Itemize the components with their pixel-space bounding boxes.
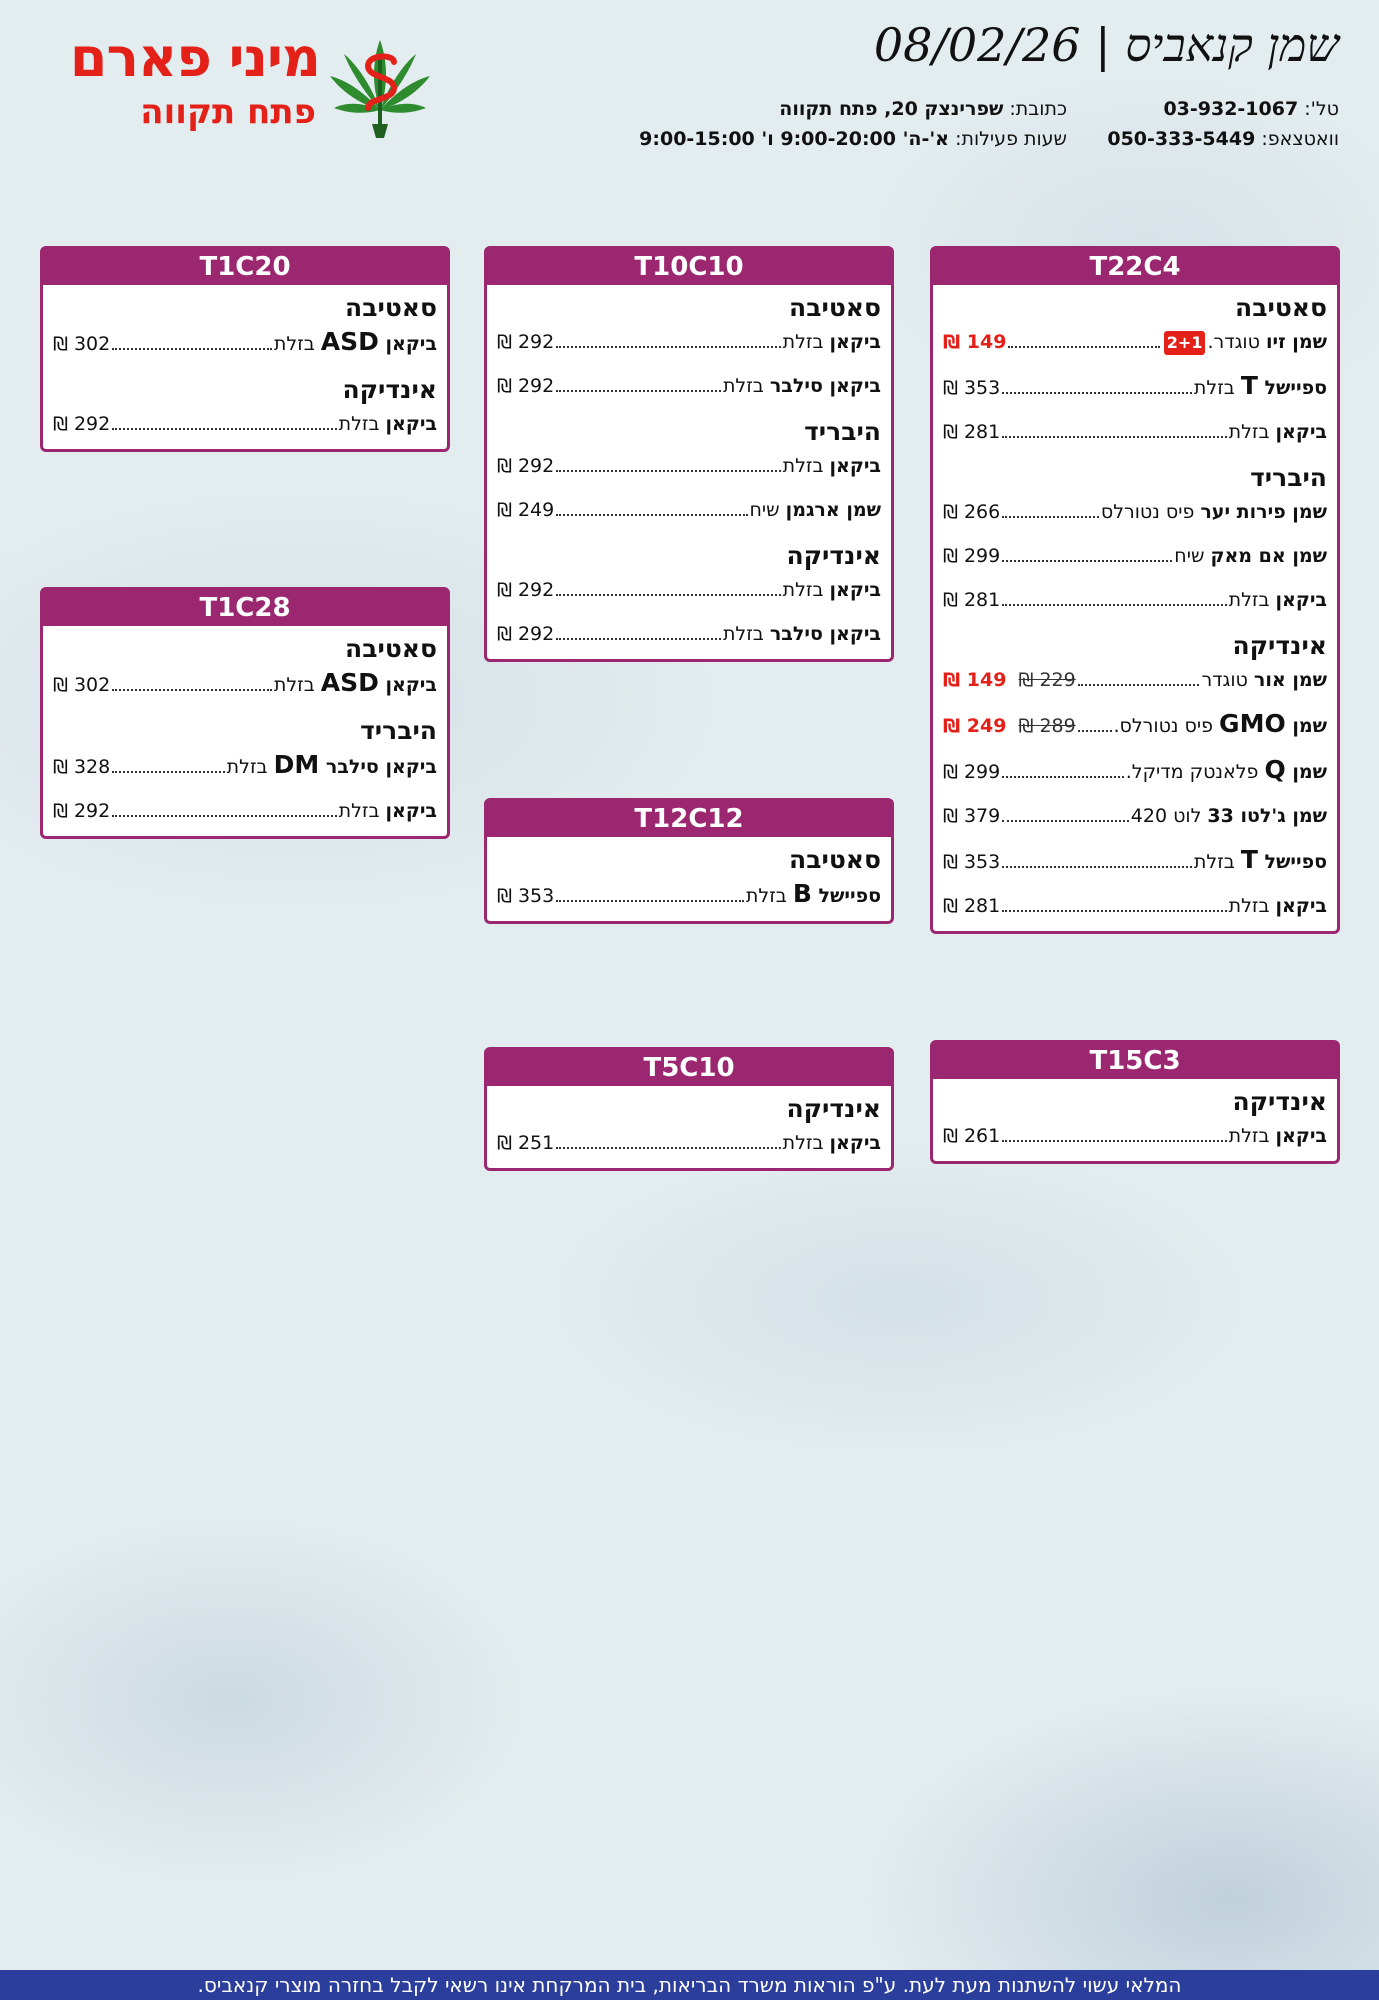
product-name: ביקאן בזלת [338, 800, 437, 822]
product-price: ₪ 292 [497, 375, 555, 397]
product-name: שמן GMO פיס נטורלס. [1113, 709, 1327, 738]
leader-dots [556, 346, 780, 348]
product-row [943, 847, 1327, 875]
product-price: ₪ 149 [943, 331, 1007, 353]
product-row [943, 757, 1327, 785]
card-t10c10 [484, 246, 894, 662]
product-row [497, 453, 881, 479]
whatsapp-line [1107, 128, 1339, 150]
product-price: ₪ 292 [497, 579, 555, 601]
product-name: שמן אם מאק שיח [1174, 545, 1327, 567]
category-indica: אינדיקה [1232, 631, 1327, 660]
product-name: שמן ארגמן שיח [749, 499, 881, 521]
product-price: ₪ 266 [943, 501, 1001, 523]
card-title: T15C3 [933, 1043, 1337, 1079]
product-row [497, 1130, 881, 1156]
product-row [53, 329, 437, 357]
card-title: T1C20 [43, 249, 447, 285]
product-price: ₪ 299 [943, 761, 1001, 783]
category-hybrid: היבריד [804, 417, 881, 446]
hours-line [639, 128, 1067, 150]
product-name: שמן פירות יער פיס נטורלס [1100, 501, 1327, 523]
logo-title: מיני פארם [69, 26, 320, 89]
leader-dots [1002, 866, 1192, 868]
card-t22c4 [930, 246, 1340, 934]
product-name: ספיישל T בזלת [1193, 371, 1327, 400]
address-line [779, 98, 1067, 120]
product-row [943, 373, 1327, 401]
product-row [497, 497, 881, 523]
sale-price: ₪ 149 [943, 669, 1007, 691]
category-sativa: סאטיבה [345, 293, 437, 322]
product-price: ₪ 249 [497, 499, 555, 521]
leader-dots [112, 689, 272, 691]
product-row [943, 1123, 1327, 1149]
leader-dots [556, 638, 721, 640]
card-title: T5C10 [487, 1050, 891, 1086]
sale-price: ₪ 249 [943, 715, 1007, 737]
product-row [53, 752, 437, 780]
product-price: ₪ 292 [53, 413, 111, 435]
leader-dots [1078, 684, 1200, 686]
leader-dots [1078, 730, 1112, 732]
product-name: ביקאן סילבר בזלת [722, 623, 881, 645]
leader-dots [556, 1147, 780, 1149]
category-hybrid: היבריד [360, 716, 437, 745]
leader-dots [1002, 560, 1172, 562]
product-row [943, 419, 1327, 445]
product-price: ₪ 281 [943, 421, 1001, 443]
logo-subtitle: פתח תקווה [140, 92, 316, 132]
leader-dots [1008, 346, 1159, 348]
product-name: ביקאן בזלת [782, 1132, 881, 1154]
leader-dots [1002, 910, 1226, 912]
category-indica: אינדיקה [1232, 1087, 1327, 1116]
card-title: T22C4 [933, 249, 1337, 285]
product-name: ביקאן בזלת [338, 413, 437, 435]
product-name: ביקאן סילבר DM בזלת [226, 750, 437, 779]
product-name: שמן Q פלאנטק מדיקל. [1125, 755, 1327, 784]
product-price: ₪ 302 [53, 333, 111, 355]
product-name: ביקאן בזלת [1228, 895, 1327, 917]
product-name: ביקאן בזלת [782, 579, 881, 601]
product-row [943, 667, 1327, 693]
product-price: ₪ 299 [943, 545, 1001, 567]
card-t12c12 [484, 798, 894, 924]
product-price: ₪ 261 [943, 1125, 1001, 1147]
product-price: ₪ 292 [497, 455, 555, 477]
product-name: ביקאן סילבר בזלת [722, 375, 881, 397]
product-price: ₪ 292 [497, 331, 555, 353]
category-indica: אינדיקה [786, 541, 881, 570]
phone-label: טל': [1304, 98, 1339, 120]
leader-dots [1002, 392, 1192, 394]
category-hybrid: היבריד [1250, 463, 1327, 492]
product-name: ביקאן בזלת [1228, 421, 1327, 443]
address-value: שפרינצק 20, פתח תקווה [779, 98, 1004, 120]
product-price [943, 667, 1076, 693]
product-price: ₪ 281 [943, 895, 1001, 917]
product-price: ₪ 251 [497, 1132, 555, 1154]
category-indica: אינדיקה [342, 375, 437, 404]
product-row [943, 893, 1327, 919]
product-row [53, 670, 437, 698]
product-name: ביקאן בזלת [782, 331, 881, 353]
leader-dots [1002, 516, 1099, 518]
product-row [497, 621, 881, 647]
whatsapp-number[interactable]: 050-333-5449 [1107, 128, 1256, 150]
phone-line [1163, 98, 1339, 120]
product-name: שמן ג'לטו 33 לוט 420 [1130, 805, 1327, 827]
product-name: שמן זיו טוגדר.2+1 [1162, 329, 1327, 355]
category-indica: אינדיקה [786, 1094, 881, 1123]
product-price: ₪ 353 [943, 851, 1001, 873]
card-t5c10 [484, 1047, 894, 1171]
product-price: ₪ 353 [943, 377, 1001, 399]
address-label: כתובת: [1009, 98, 1067, 120]
product-price: ₪ 328 [53, 756, 111, 778]
leader-dots [1002, 436, 1226, 438]
page-header [0, 0, 1379, 150]
cannabis-leaf-pharmacy-icon [324, 32, 436, 142]
leader-dots [1002, 776, 1124, 778]
leader-dots [112, 771, 224, 773]
product-row [53, 411, 437, 437]
product-row [497, 881, 881, 909]
leader-dots [556, 514, 747, 516]
leader-dots [556, 390, 721, 392]
product-row [53, 798, 437, 824]
product-price: ₪ 379 [943, 805, 1001, 827]
product-price: ₪ 353 [497, 885, 555, 907]
product-row [943, 803, 1327, 829]
product-name: ביקאן בזלת [1228, 589, 1327, 611]
leader-dots [1002, 820, 1129, 822]
leader-dots [112, 815, 336, 817]
product-price: ₪ 302 [53, 674, 111, 696]
product-name: ביקאן בזלת [1228, 1125, 1327, 1147]
category-sativa: סאטיבה [1235, 293, 1327, 322]
leader-dots [556, 470, 780, 472]
leader-dots [556, 900, 744, 902]
card-t15c3 [930, 1040, 1340, 1164]
promo-badge: 2+1 [1164, 331, 1206, 355]
product-row [943, 711, 1327, 739]
hours-value: א'-ה' 9:00-20:00 ו' 9:00-15:00 [639, 128, 950, 150]
store-logo [40, 22, 450, 142]
product-row [497, 577, 881, 603]
product-name: ספיישל B בזלת [745, 879, 881, 908]
category-sativa: סאטיבה [345, 634, 437, 663]
product-row [943, 587, 1327, 613]
card-t1c20 [40, 246, 450, 452]
whatsapp-label: וואטצאפ: [1261, 128, 1339, 150]
phone-number[interactable]: 03-932-1067 [1163, 98, 1299, 120]
card-t1c28 [40, 587, 450, 839]
leader-dots [556, 594, 780, 596]
product-name: שמן אור טוגדר [1201, 669, 1327, 691]
product-name: ספיישל T בזלת [1193, 845, 1327, 874]
footer-disclaimer: המלאי עשוי להשתנות מעת לעת. ע"פ הוראות משרד הבריאות, בית המרקחת אינו רשאי לקבל בחזרה מוצרי קנאביס. [0, 1970, 1379, 2000]
leader-dots [112, 348, 272, 350]
hours-label: שעות פעילות: [955, 128, 1067, 150]
category-sativa: סאטיבה [789, 845, 881, 874]
leader-dots [1002, 1140, 1226, 1142]
leader-dots [1002, 604, 1226, 606]
product-price: ₪ 292 [53, 800, 111, 822]
card-title: T1C28 [43, 590, 447, 626]
product-price: ₪ 281 [943, 589, 1001, 611]
leader-dots [112, 428, 336, 430]
product-row [497, 329, 881, 355]
product-row [497, 373, 881, 399]
old-price: ₪ 229 [1018, 669, 1076, 691]
card-title: T10C10 [487, 249, 891, 285]
store-title: שמן קנאביס | 08/02/26 [873, 18, 1339, 72]
old-price: ₪ 289 [1018, 715, 1076, 737]
product-price [943, 713, 1076, 739]
product-row [943, 499, 1327, 525]
product-name: ביקאן ASD בזלת [273, 668, 437, 697]
product-row [943, 543, 1327, 569]
product-price: ₪ 292 [497, 623, 555, 645]
product-row [943, 329, 1327, 355]
product-name: ביקאן ASD בזלת [273, 327, 437, 356]
card-title: T12C12 [487, 801, 891, 837]
product-name: ביקאן בזלת [782, 455, 881, 477]
category-sativa: סאטיבה [789, 293, 881, 322]
